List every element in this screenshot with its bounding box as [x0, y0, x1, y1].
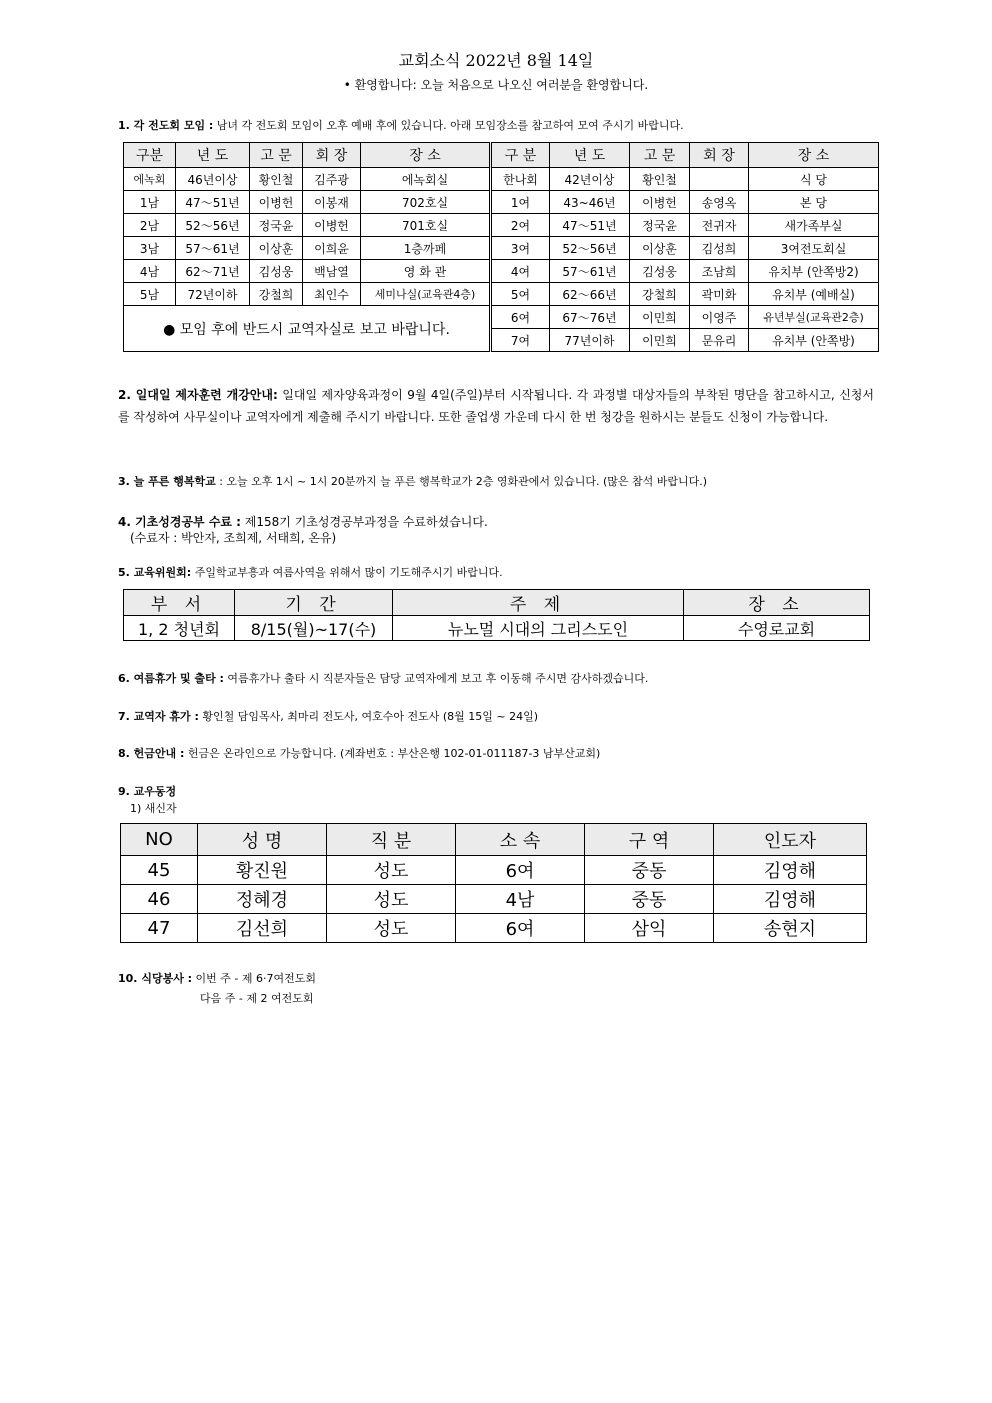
section-7-heading: 7. 교역자 휴가 :: [118, 710, 199, 723]
cell: 전귀자: [690, 214, 749, 237]
cell: 1, 2 청년회: [124, 616, 235, 641]
cell: 이상훈: [630, 237, 690, 260]
cell: 에녹회: [124, 168, 176, 191]
section-5-text: 주일학교부흥과 여름사역을 위해서 많이 기도해주시기 바랍니다.: [191, 566, 503, 579]
cell: 김영해: [714, 856, 867, 885]
table-row: [121, 885, 867, 914]
cell: 뉴노멀 시대의 그리스도인: [393, 616, 684, 641]
cell: 성도: [327, 914, 456, 943]
cell: 45: [121, 856, 198, 885]
cell: 701호실: [361, 214, 491, 237]
section-10-line2: 다음 주 - 제 2 여전도회: [200, 992, 314, 1005]
section-2-text: 일대일 제자양육과정이 9월 4일(주일)부터 시작됩니다. 각 과정별 대상자들의 부착된 명단을 참고하시고, 신청서를 작성하여 사무실이나 교역자에게 제출해 주시기 바랍니다. 또한 졸업생 가운데 다시 한 번 청강을 원하시는 분들도 신청이 가능합니다.: [118, 388, 874, 424]
cell: 1여: [491, 191, 550, 214]
cell: 백남열: [303, 260, 361, 283]
header-cell: 부 서: [124, 590, 235, 616]
cell: 송영옥: [690, 191, 749, 214]
section-6-text: 여름휴가나 출타 시 직분자들은 담당 교역자에게 보고 후 이동해 주시면 감사하겠습니다.: [223, 672, 649, 685]
cell: 황진원: [198, 856, 327, 885]
header-cell: 회 장: [690, 143, 749, 168]
cell: 송현지: [714, 914, 867, 943]
cell: 6여: [456, 856, 585, 885]
cell: 김주광: [303, 168, 361, 191]
section-9-sub: 1) 새신자: [130, 802, 177, 815]
cell: 김성희: [690, 237, 749, 260]
cell: 3남: [124, 237, 176, 260]
table-row: [124, 214, 879, 237]
header-cell: 구 역: [585, 824, 714, 856]
table-header-row: [121, 824, 867, 856]
header-cell: 고 문: [630, 143, 690, 168]
cell: 정혜경: [198, 885, 327, 914]
section-1-text: 남녀 각 전도회 모임이 오후 예배 후에 있습니다. 아래 모임장소를 참고하여 모여 주시기 바랍니다.: [213, 119, 684, 132]
cell: 문유리: [690, 329, 749, 352]
cell: 77년이하: [550, 329, 630, 352]
cell: 47～51년: [176, 191, 250, 214]
section-9-heading: 9. 교우동정: [118, 785, 177, 798]
table-row: [121, 914, 867, 943]
section-4-text: 제158기 기초성경공부과정을 수료하셨습니다.: [240, 515, 488, 529]
header-cell: NO: [121, 824, 198, 856]
table-header-row: [124, 590, 870, 616]
cell: 702호실: [361, 191, 491, 214]
section-1-heading: 1. 각 전도회 모임 :: [118, 119, 214, 132]
section-10-heading: 10. 식당봉사 :: [118, 972, 193, 985]
cell: 4여: [491, 260, 550, 283]
welcome-text: • 환영합니다: 오늘 처음으로 나오신 여러분을 환영합니다.: [343, 78, 649, 92]
cell: 62～71년: [176, 260, 250, 283]
cell: 1남: [124, 191, 176, 214]
cell: 새가족부실: [749, 214, 879, 237]
mission-meeting-table: [123, 142, 879, 352]
cell: 3여전도회실: [749, 237, 879, 260]
cell: 3여: [491, 237, 550, 260]
cell: 수영로교회: [684, 616, 870, 641]
cell: 52～56년: [176, 214, 250, 237]
table-row: [124, 260, 879, 283]
cell: 57～61년: [176, 237, 250, 260]
cell: 정국윤: [250, 214, 303, 237]
header-cell: 장 소: [749, 143, 879, 168]
section-3-heading: 3. 늘 푸른 행복학교: [118, 475, 216, 488]
education-table: [123, 589, 870, 641]
header-cell: 장 소: [684, 590, 870, 616]
section-3-text: : 오늘 오후 1시 ~ 1시 20분까지 늘 푸른 행복학교가 2층 영화관에서 있습니다. (많은 참석 바랍니다.): [215, 475, 708, 488]
section-8-text: 헌금은 온라인으로 가능합니다. (계좌번호 : 부산은행 102-01-011187-3 남부산교회): [184, 747, 601, 760]
table-row: [124, 168, 879, 191]
table-row: [121, 856, 867, 885]
cell: 42년이상: [550, 168, 630, 191]
cell: 46년이상: [176, 168, 250, 191]
cell: 한나회: [491, 168, 550, 191]
page-title: 교회소식 2022년 8월 14일: [398, 51, 594, 70]
section-8-heading: 8. 헌금안내 :: [118, 747, 185, 760]
cell: 황인철: [250, 168, 303, 191]
cell: 72년이하: [176, 283, 250, 306]
section-4-heading: 4. 기초성경공부 수료 :: [118, 515, 241, 529]
cell: 조남희: [690, 260, 749, 283]
cell: 유년부실(교육관2층): [749, 306, 879, 329]
cell: 2여: [491, 214, 550, 237]
cell: 46: [121, 885, 198, 914]
cell: 이상훈: [250, 237, 303, 260]
cell: 정국윤: [630, 214, 690, 237]
header-cell: 소 속: [456, 824, 585, 856]
newcomer-table: [120, 823, 867, 943]
header-cell: 구분: [124, 143, 176, 168]
cell: 이봉재: [303, 191, 361, 214]
table-row: [124, 616, 870, 641]
cell: 식 당: [749, 168, 879, 191]
section-1: [118, 117, 684, 133]
cell: 5여: [491, 283, 550, 306]
section-8: [118, 745, 600, 761]
section-9: [118, 783, 176, 799]
cell: 강철희: [630, 283, 690, 306]
header-cell: 장 소: [361, 143, 491, 168]
table-header-row: [124, 143, 879, 168]
section-5-heading: 5. 교육위원회:: [118, 566, 192, 579]
cell: 5남: [124, 283, 176, 306]
cell: 이병헌: [630, 191, 690, 214]
cell: 최인수: [303, 283, 361, 306]
cell: 이민희: [630, 306, 690, 329]
cell: 52～56년: [550, 237, 630, 260]
cell: 에녹회실: [361, 168, 491, 191]
cell: 4남: [456, 885, 585, 914]
cell: 이병헌: [250, 191, 303, 214]
cell: 4남: [124, 260, 176, 283]
table-row: [124, 306, 879, 329]
header-cell: 년 도: [176, 143, 250, 168]
cell: 김성웅: [250, 260, 303, 283]
section-10: [118, 970, 316, 986]
cell: 7여: [491, 329, 550, 352]
report-note: ● 모임 후에 반드시 교역자실로 보고 바랍니다.: [124, 306, 491, 352]
cell: 1층까페: [361, 237, 491, 260]
header-cell: 회 장: [303, 143, 361, 168]
section-2-heading: 2. 일대일 제자훈련 개강안내:: [118, 388, 278, 402]
cell: 47: [121, 914, 198, 943]
cell: 57～61년: [550, 260, 630, 283]
section-7-text: 황인철 담임목사, 최마리 전도사, 여호수아 전도사 (8월 15일 ~ 24일): [198, 710, 539, 723]
section-4: [118, 513, 488, 530]
cell: 43~46년: [550, 191, 630, 214]
cell: 삼익: [585, 914, 714, 943]
section-4-sub: (수료자 : 박안자, 조희제, 서태희, 온유): [130, 531, 337, 545]
cell: 62～66년: [550, 283, 630, 306]
cell: 세미나실(교육관4층): [361, 283, 491, 306]
table-row: [124, 191, 879, 214]
section-3: [118, 473, 707, 489]
cell: 6여: [456, 914, 585, 943]
cell: 이희윤: [303, 237, 361, 260]
cell: 영 화 관: [361, 260, 491, 283]
cell: 중동: [585, 885, 714, 914]
table-row: [124, 237, 879, 260]
cell: 47～51년: [550, 214, 630, 237]
section-2: [118, 384, 874, 428]
cell: 유치부 (안쪽방2): [749, 260, 879, 283]
section-6: [118, 670, 648, 686]
header-cell: 성 명: [198, 824, 327, 856]
header-cell: 고 문: [250, 143, 303, 168]
cell: 2남: [124, 214, 176, 237]
cell: 8/15(월)~17(수): [235, 616, 393, 641]
header-cell: 구 분: [491, 143, 550, 168]
header-cell: 년 도: [550, 143, 630, 168]
header-cell: 기 간: [235, 590, 393, 616]
cell: 황인철: [630, 168, 690, 191]
header-cell: 인도자: [714, 824, 867, 856]
cell: 중동: [585, 856, 714, 885]
section-5: [118, 564, 503, 580]
cell: 강철희: [250, 283, 303, 306]
cell: 본 당: [749, 191, 879, 214]
cell: 김성웅: [630, 260, 690, 283]
header-cell: 직 분: [327, 824, 456, 856]
cell: 김선희: [198, 914, 327, 943]
table-row: [124, 283, 879, 306]
cell: 이병헌: [303, 214, 361, 237]
section-6-heading: 6. 여름휴가 및 출타 :: [118, 672, 224, 685]
cell: 유치부 (예배실): [749, 283, 879, 306]
cell: 김영해: [714, 885, 867, 914]
cell: 성도: [327, 856, 456, 885]
cell: 이영주: [690, 306, 749, 329]
section-7: [118, 708, 538, 724]
cell: 67～76년: [550, 306, 630, 329]
cell: [690, 168, 749, 191]
cell: 6여: [491, 306, 550, 329]
cell: 유치부 (안쪽방): [749, 329, 879, 352]
cell: 곽미화: [690, 283, 749, 306]
header-cell: 주 제: [393, 590, 684, 616]
cell: 이민희: [630, 329, 690, 352]
section-10-line1: 이번 주 - 제 6·7여전도회: [192, 972, 317, 985]
cell: 성도: [327, 885, 456, 914]
